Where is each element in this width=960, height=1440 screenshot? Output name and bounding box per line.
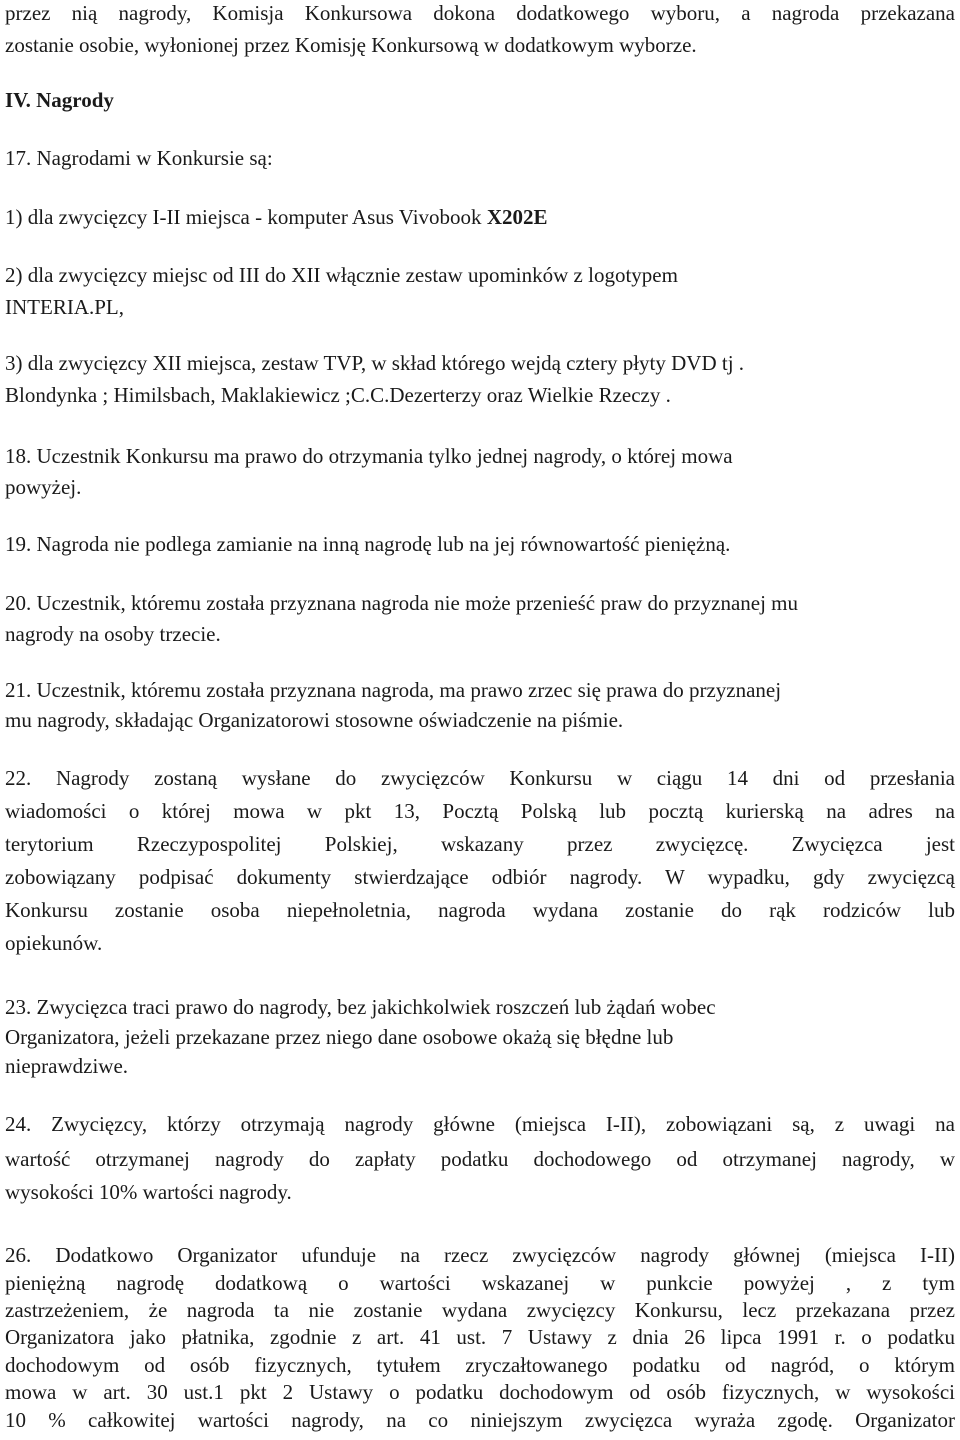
paragraph-19: 19. Nagroda nie podlega zamianie na inną nagrodę lub na jej równowartość pieniężną. bbox=[5, 532, 731, 556]
paragraph-24-line-3: wysokości 10% wartości nagrody. bbox=[5, 1180, 292, 1204]
prize-item-2-line-2: INTERIA.PL, bbox=[5, 295, 124, 319]
intro-line-2: zostanie osobie, wyłonionej przez Komisję Konkursową w dodatkowym wyborze. bbox=[5, 33, 697, 57]
paragraph-26-line-5: dochodowym od osób fizycznych, tytułem zryczałtowanego podatku od nagród, o którym bbox=[5, 1353, 955, 1377]
prize-item-3-line-2: Blondynka ; Himilsbach, Maklakiewicz ;C.C.Dezerterzy oraz Wielkie Rzeczy . bbox=[5, 383, 671, 407]
paragraph-21-line-1: 21. Uczestnik, któremu została przyznana nagroda, ma prawo zrzec się prawa do przyznanej bbox=[5, 678, 782, 702]
paragraph-22-line-6: opiekunów. bbox=[5, 931, 103, 955]
paragraph-22-line-3: terytorium Rzeczypospolitej Polskiej, wskazany przez zwycięzcę. Zwycięzca jest bbox=[5, 832, 955, 856]
paragraph-26-line-1: 26. Dodatkowo Organizator ufunduje na rzecz zwycięzców nagrody głównej (miejsca I-II) bbox=[5, 1243, 955, 1267]
paragraph-21-line-2: mu nagrody, składając Organizatorowi stosowne oświadczenie na piśmie. bbox=[5, 708, 624, 732]
paragraph-26-line-3: zastrzeżeniem, że nagroda ta nie zostanie wydana zwycięzcy Konkursu, lecz przekazana przez bbox=[5, 1298, 955, 1322]
paragraph-18-line-1: 18. Uczestnik Konkursu ma prawo do otrzymania tylko jednej nagrody, o której mowa bbox=[5, 444, 733, 468]
paragraph-24-line-1: 24. Zwycięzcy, którzy otrzymają nagrody główne (miejsca I-II), zobowiązani są, z uwagi na bbox=[5, 1112, 955, 1136]
prize-item-2-line-1: 2) dla zwycięzcy miejsc od III do XII włącznie zestaw upominków z logotypem bbox=[5, 263, 678, 287]
paragraph-17: 17. Nagrodami w Konkursie są: bbox=[5, 146, 273, 170]
prize-item-1-text: 1) dla zwycięzcy I-II miejsca - komputer Asus Vivobook bbox=[5, 205, 487, 229]
paragraph-26-line-6: mowa w art. 30 ust.1 pkt 2 Ustawy o podatku dochodowym od osób fizycznych, w wysokości bbox=[5, 1380, 955, 1404]
paragraph-20-line-1: 20. Uczestnik, któremu została przyznana nagroda nie może przenieść praw do przyznanej mu bbox=[5, 591, 799, 615]
prize-item-1 bbox=[5, 205, 548, 229]
paragraph-23-line-3: nieprawdziwe. bbox=[5, 1054, 129, 1078]
prize-item-3-line-1: 3) dla zwycięzcy XII miejsca, zestaw TVP, w skład którego wejdą cztery płyty DVD tj . bbox=[5, 351, 745, 375]
intro-line-1: przez nią nagrody, Komisja Konkursowa dokona dodatkowego wyboru, a nagroda przekazana bbox=[5, 1, 955, 25]
paragraph-23-line-2: Organizatora, jeżeli przekazane przez niego dane osobowe okażą się błędne lub bbox=[5, 1025, 674, 1049]
paragraph-22-line-5: Konkursu zostanie osoba niepełnoletnia, nagroda wydana zostanie do rąk rodziców lub bbox=[5, 898, 955, 922]
paragraph-26-line-7: 10 % całkowitej wartości nagrody, na co niniejszym zwycięzca wyraża zgodę. Organizator bbox=[5, 1408, 955, 1432]
paragraph-20-line-2: nagrody na osoby trzecie. bbox=[5, 622, 221, 646]
prize-item-1-model: X202E bbox=[486, 205, 548, 229]
paragraph-24-line-2: wartość otrzymanej nagrody do zapłaty podatku dochodowego od otrzymanej nagrody, w bbox=[5, 1147, 955, 1171]
paragraph-22-line-4: zobowiązany podpisać dokumenty stwierdzające odbiór nagrody. W wypadku, gdy zwycięzcą bbox=[5, 865, 955, 889]
paragraph-18-line-2: powyżej. bbox=[5, 475, 82, 499]
paragraph-26-line-2: pieniężną nagrodę dodatkową o wartości wskazanej w punkcie powyżej , z tym bbox=[5, 1271, 955, 1295]
section-heading: IV. Nagrody bbox=[5, 88, 114, 112]
paragraph-22-line-1: 22. Nagrody zostaną wysłane do zwycięzców Konkursu w ciągu 14 dni od przesłania bbox=[5, 766, 955, 790]
paragraph-23-line-1: 23. Zwycięzca traci prawo do nagrody, bez jakichkolwiek roszczeń lub żądań wobec bbox=[5, 995, 716, 1019]
paragraph-26-line-4: Organizatora jako płatnika, zgodnie z art. 41 ust. 7 Ustawy z dnia 26 lipca 1991 r. o podatku bbox=[5, 1325, 955, 1349]
paragraph-22-line-2: wiadomości o której mowa w pkt 13, Pocztą Polską lub pocztą kurierską na adres na bbox=[5, 799, 955, 823]
